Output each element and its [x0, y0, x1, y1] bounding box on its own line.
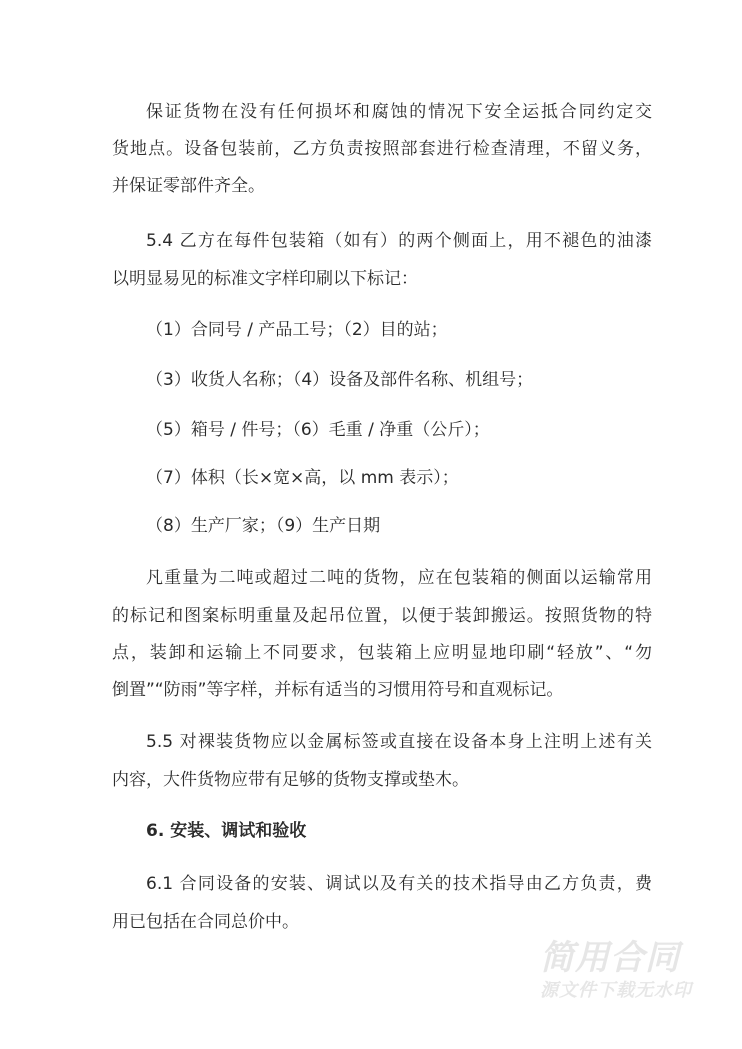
- marking-list-item: （1）合同号 / 产品工号；（2）目的站；: [146, 320, 448, 340]
- paragraph-line: 倒置”“防雨”等字样，并标有适当的习惯用符号和直观标记。: [112, 680, 564, 700]
- marking-list-item: （3）收货人名称；（4）设备及部件名称、机组号；: [146, 370, 534, 390]
- clause-5-4-line: 5.4 乙方在每件包装箱（如有）的两个侧面上，用不褪色的油漆: [146, 231, 652, 251]
- paragraph-line: 的标记和图案标明重量及起吊位置，以便于装卸搬运。按照货物的特: [112, 606, 652, 626]
- section-heading: 6. 安装、调试和验收: [146, 821, 307, 841]
- paragraph-line: 并保证零部件齐全。: [112, 176, 265, 196]
- paragraph-line: 内容，大件货物应带有足够的货物支撑或垫木。: [112, 770, 469, 790]
- paragraph-line: 点，装卸和运输上不同要求，包装箱上应明显地印刷“轻放”、“勿: [112, 643, 652, 663]
- clause-6-1-line: 6.1 合同设备的安装、调试以及有关的技术指导由乙方负责，费: [146, 874, 652, 894]
- watermark-title: 简用合同: [540, 938, 680, 978]
- paragraph-line: 凡重量为二吨或超过二吨的货物，应在包装箱的侧面以运输常用: [146, 568, 652, 588]
- paragraph-line: 货地点。设备包装前，乙方负责按照部套进行检查清理，不留义务，: [112, 139, 652, 159]
- marking-list-item: （7）体积（长×宽×高，以 mm 表示）；: [146, 468, 459, 488]
- paragraph-line: 用已包括在合同总价中。: [112, 912, 299, 932]
- marking-list-item: （5）箱号 / 件号；（6）毛重 / 净重（公斤）；: [146, 420, 490, 440]
- watermark-subtitle: 源文件下载无水印: [540, 980, 692, 1001]
- clause-5-5-line: 5.5 对裸装货物应以金属标签或直接在设备本身上注明上述有关: [146, 732, 652, 752]
- paragraph-line: 保证货物在没有任何损坏和腐蚀的情况下安全运抵合同约定交: [146, 102, 652, 122]
- paragraph-line: 以明显易见的标准文字样印刷以下标记：: [112, 269, 418, 289]
- marking-list-item: （8）生产厂家；（9）生产日期: [146, 516, 381, 536]
